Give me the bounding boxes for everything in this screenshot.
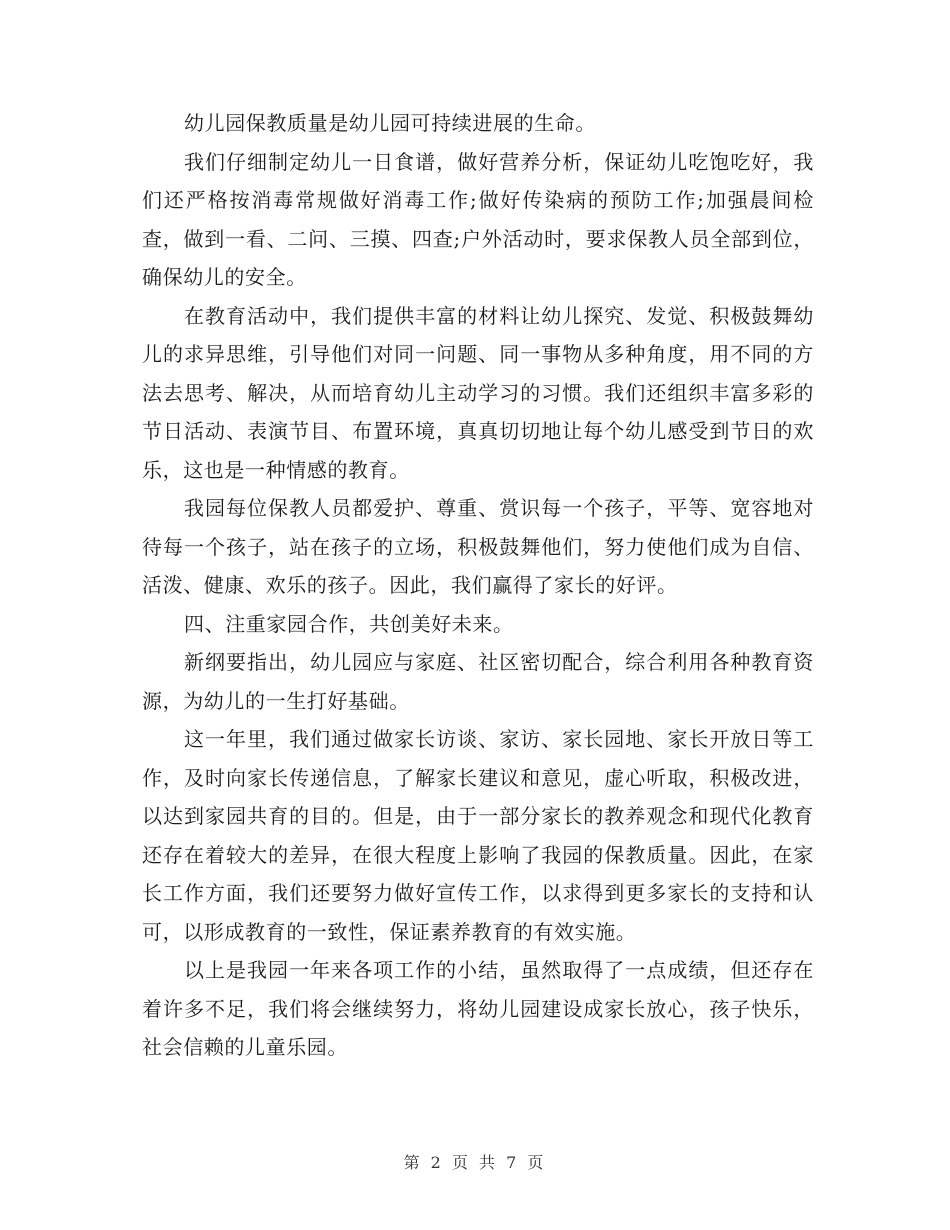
paragraph: 幼儿园保教质量是幼儿园可持续进展的生命。 — [184, 111, 596, 135]
page-footer — [0, 1150, 950, 1173]
page-label-middle: 页 共 — [451, 1153, 499, 1172]
current-page-number: 2 — [430, 1153, 444, 1172]
paragraph: 我园每位保教人员都爱护、尊重、赏识每一个孩子，平等、宽容地对待每一个孩子，站在孩子的立场，积极鼓舞他们，努力使他们成为自信、活泼、健康、欢乐的孩子。因此，我们赢得了家长的好评。 — [142, 496, 814, 597]
page-label-prefix: 第 — [403, 1153, 423, 1172]
paragraph: 新纲要指出，幼儿园应与家庭、社区密切配合，综合利用各种教育资源，为幼儿的一生打好基础。 — [142, 650, 814, 713]
paragraph: 以上是我园一年来各项工作的小结，虽然取得了一点成绩，但还存在着许多不足，我们将会继续努力，将幼儿园建设成家长放心，孩子快乐，社会信赖的儿童乐园。 — [142, 958, 814, 1059]
paragraph: 这一年里，我们通过做家长访谈、家访、家长园地、家长开放日等工作，及时向家长传递信息，了解家长建议和意见，虚心听取，积极改进，以达到家园共育的目的。但是，由于一部分家长的教养观念和现代化教育还存在着较大的差异，在很大程度上影响了我园的保教质量。因此，在家长工作方面，我们还要努力做好宣传工作，以求得到更多家长的支持和认可，以形成教育的一致性，保证素养教育的有效实施。 — [142, 727, 814, 944]
page-label-suffix: 页 — [527, 1153, 547, 1172]
document-body — [142, 104, 814, 1067]
paragraph: 我们仔细制定幼儿一日食谱，做好营养分析，保证幼儿吃饱吃好，我们还严格按消毒常规做好消毒工作;做好传染病的预防工作;加强晨间检查，做到一看、二问、三摸、四查;户外活动时，要求保教人员全部到位，确保幼儿的安全。 — [142, 149, 814, 289]
paragraph: 在教育活动中，我们提供丰富的材料让幼儿探究、发觉、积极鼓舞幼儿的求异思维，引导他们对同一问题、同一事物从多种角度，用不同的方法去思考、解决，从而培育幼儿主动学习的习惯。我们还组织丰富多彩的节日活动、表演节目、布置环境，真真切切地让每个幼儿感受到节日的欢乐，这也是一种情感的教育。 — [142, 303, 814, 482]
section-heading: 四、注重家园合作，共创美好未来。 — [184, 611, 514, 636]
total-pages-number: 7 — [506, 1153, 520, 1172]
